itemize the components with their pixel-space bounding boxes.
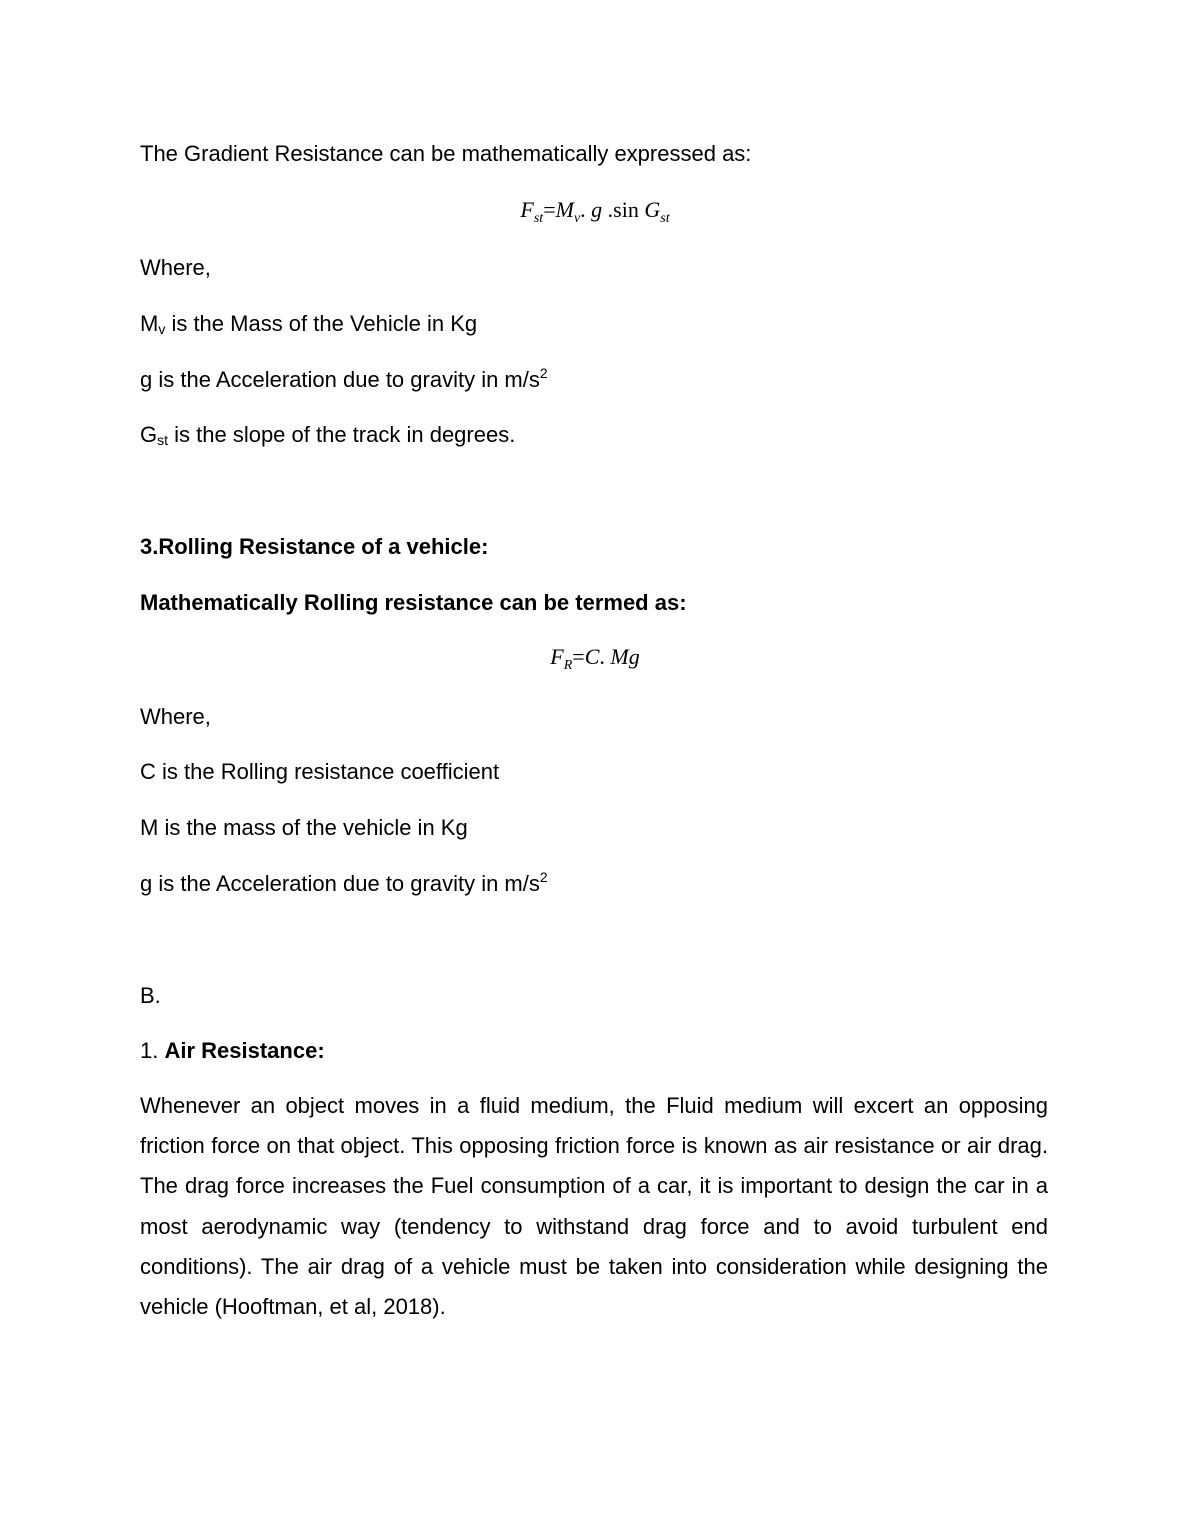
definition-m: M is the mass of the vehicle in Kg	[140, 815, 468, 840]
definition-c: C is the Rolling resistance coefficient	[140, 759, 500, 784]
gradient-intro: The Gradient Resistance can be mathematically expressed as:	[140, 141, 752, 166]
gradient-where: Where,	[140, 255, 211, 280]
air-resistance-heading	[140, 1038, 325, 1064]
definition-g-rolling: g is the Acceleration due to gravity in $m/s^2$	[140, 869, 548, 896]
definition-gst: $G_{st}$ is the slope of the track in degrees.	[140, 422, 516, 448]
rolling-where: Where,	[140, 704, 211, 729]
definition-g: g is the Acceleration due to gravity in $m/s^2$	[140, 365, 548, 392]
rolling-equation: $F_R=C$. Mg	[550, 644, 640, 673]
rolling-subheading: Mathematically Rolling resistance can be termed as:	[140, 590, 687, 615]
gradient-equation: $F_{st}=M_v$. g .sin $G_{st}$	[520, 197, 670, 226]
air-resistance-title: Air Resistance:	[164, 1038, 325, 1063]
definition-mv: $M_v$ is the Mass of the Vehicle in Kg	[140, 311, 478, 337]
section-b-label: B.	[140, 983, 161, 1008]
air-resistance-number: 1.	[140, 1038, 165, 1063]
rolling-heading: 3.Rolling Resistance of a vehicle:	[140, 534, 489, 559]
air-resistance-paragraph: Whenever an object moves in a fluid medium, the Fluid medium will excert an opposing friction force on that object. This opposing friction force is known as air resistance or air drag. The drag force increases the Fuel consumption of a car, it is important to design the car in a most aerodynamic way (tendency to withstand drag force and to avoid turbulent end conditions). The air drag of a vehicle must be taken into consideration while designing the vehicle (Hooftman, et al, 2018).	[140, 1093, 1048, 1320]
